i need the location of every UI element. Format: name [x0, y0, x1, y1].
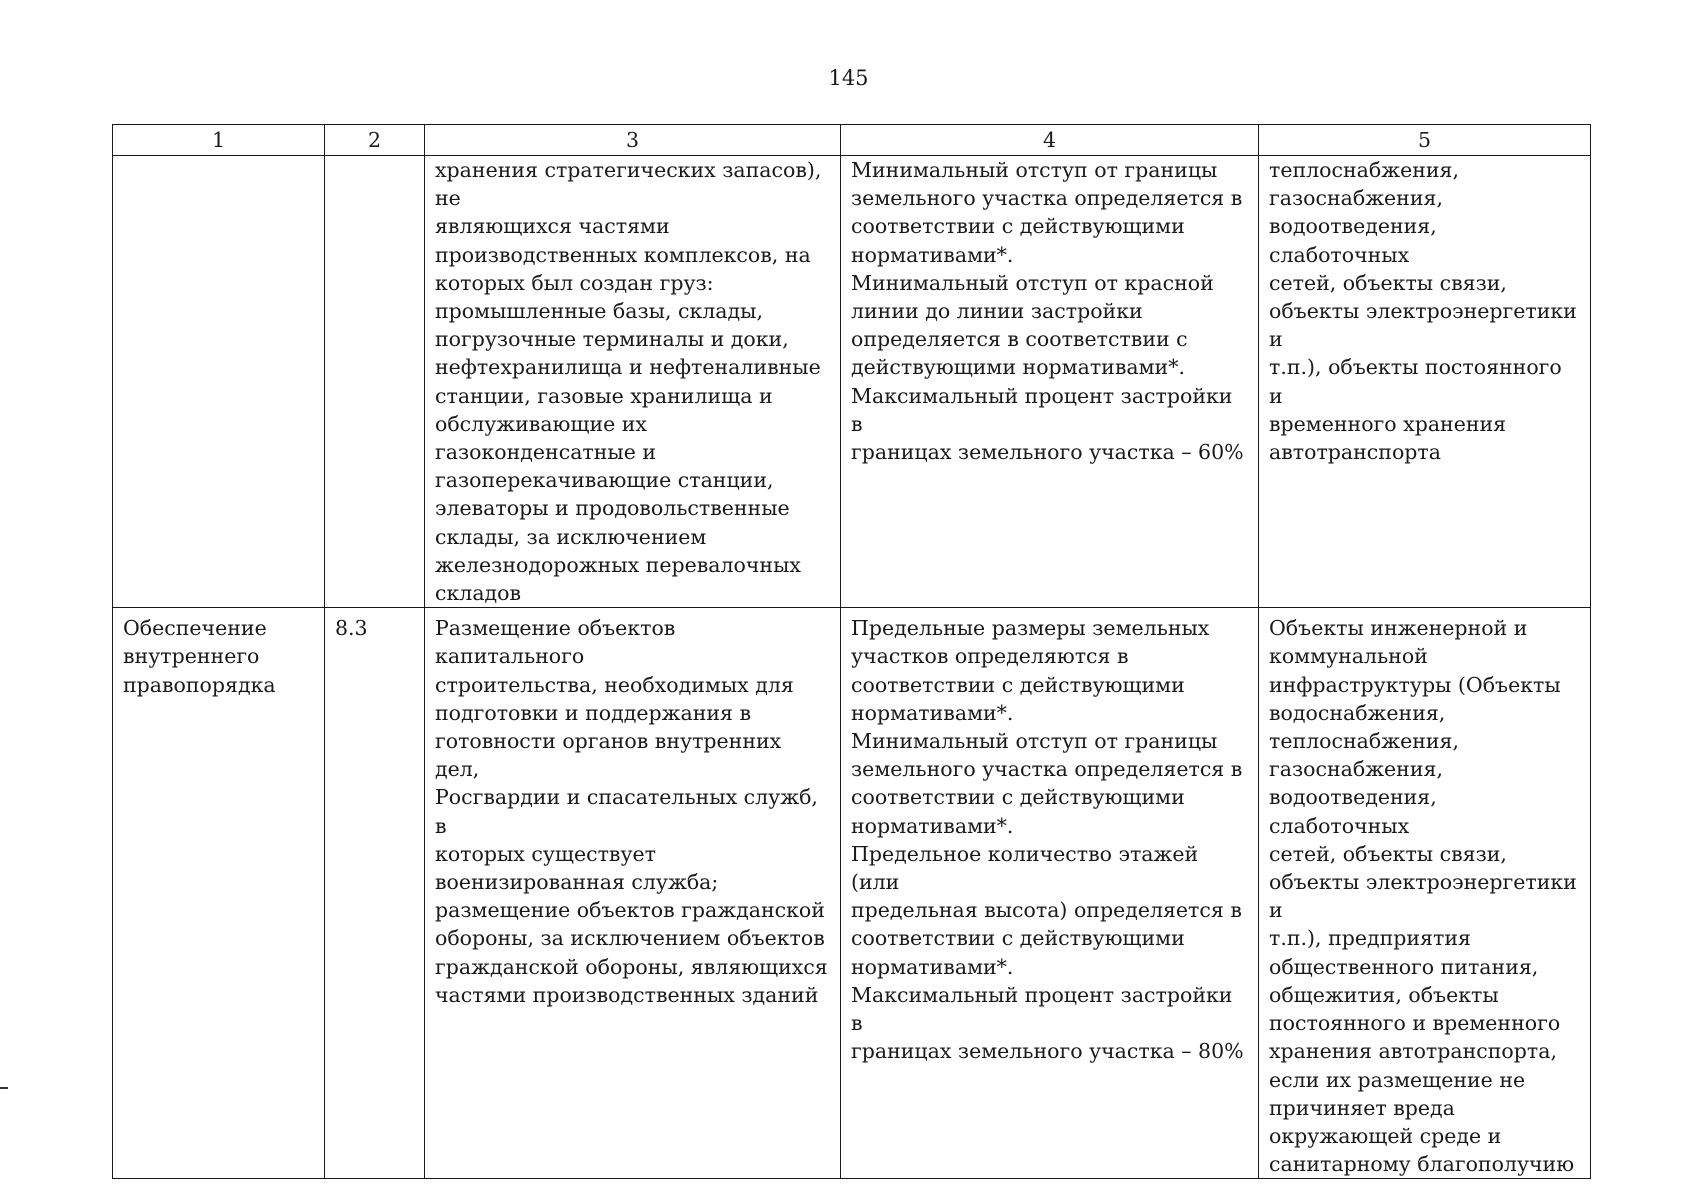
table-row: [113, 156, 1591, 608]
cell-text: Минимальный отступ от границы земельного участка определяется в соответствии с действующими нормативами*. Минимальный отступ от красной линии до линии застройки определяется в соответствии с действующими нормативами*. Максимальный процент застройки в границах земельного участка – 60%: [851, 158, 1244, 465]
cell-text: 8.3: [335, 616, 368, 641]
cell-text: Обеспечение внутреннего правопорядка: [123, 616, 276, 697]
column-header: 3: [425, 125, 841, 156]
cell-description: [425, 608, 841, 1179]
column-header: 2: [325, 125, 425, 156]
cell-text: хранения стратегических запасов), не являющихся частями производственных комплексов, на которых был создан груз: промышленные базы, склады, погрузочные терминалы и доки, нефтехранилища и нефтеналивные станции, газовые хранилища и обслуживающие их газоконденсатные и газоперекачивающие станции, элеваторы и продовольственные склады, за исключением железнодорожных перевалочных складов: [435, 158, 822, 606]
cell-text: Предельные размеры земельных участков определяются в соответствии с действующими нормативами*. Минимальный отступ от границы земельного участка определяется в соответствии с действующими нормативами*. Предельное количество этажей (или предельная высота) определяется в соответствии с действующими нормативами*. Максимальный процент застройки в границах земельного участка – 80%: [851, 616, 1244, 1064]
cell-code: [325, 608, 425, 1179]
table-row: [113, 608, 1591, 1179]
cell-code: [325, 156, 425, 608]
cell-text: Объекты инженерной и коммунальной инфраструктуры (Объекты водоснабжения, теплоснабжения, газоснабжения, водоотведения, слаботочных сетей, объекты связи, объекты электроэнергетики и т.п.), предприятия общественного питания, общежития, объекты постоянного и временного хранения автотранспорта, если их размещение не причиняет вреда окружающей среде и санитарному благополучию: [1269, 616, 1577, 1177]
margin-mark: [0, 1087, 8, 1089]
cell-use-type: [113, 156, 325, 608]
cell-text: теплоснабжения, газоснабжения, водоотведения, слаботочных сетей, объекты связи, объекты электроэнергетики и т.п.), объекты постоянного и временного хранения автотранспорта: [1269, 158, 1577, 465]
land-use-table: [112, 124, 1591, 1179]
cell-use-type: [113, 608, 325, 1179]
cell-parameters: [841, 608, 1259, 1179]
cell-text: Размещение объектов капитального строительства, необходимых для подготовки и поддержания в готовности органов внутренних дел, Росгвардии и спасательных служб, в которых существует военизированная служба; размещение объектов гражданской обороны, за исключением объектов гражданской обороны, являющихся частями производственных зданий: [435, 616, 828, 1007]
cell-auxiliary-uses: [1259, 608, 1591, 1179]
cell-parameters: [841, 156, 1259, 608]
page-number: 145: [828, 66, 869, 90]
cell-auxiliary-uses: [1259, 156, 1591, 608]
column-header: 4: [841, 125, 1259, 156]
column-header: 5: [1259, 125, 1591, 156]
column-header: 1: [113, 125, 325, 156]
table-header-row: [113, 125, 1591, 156]
cell-description: [425, 156, 841, 608]
